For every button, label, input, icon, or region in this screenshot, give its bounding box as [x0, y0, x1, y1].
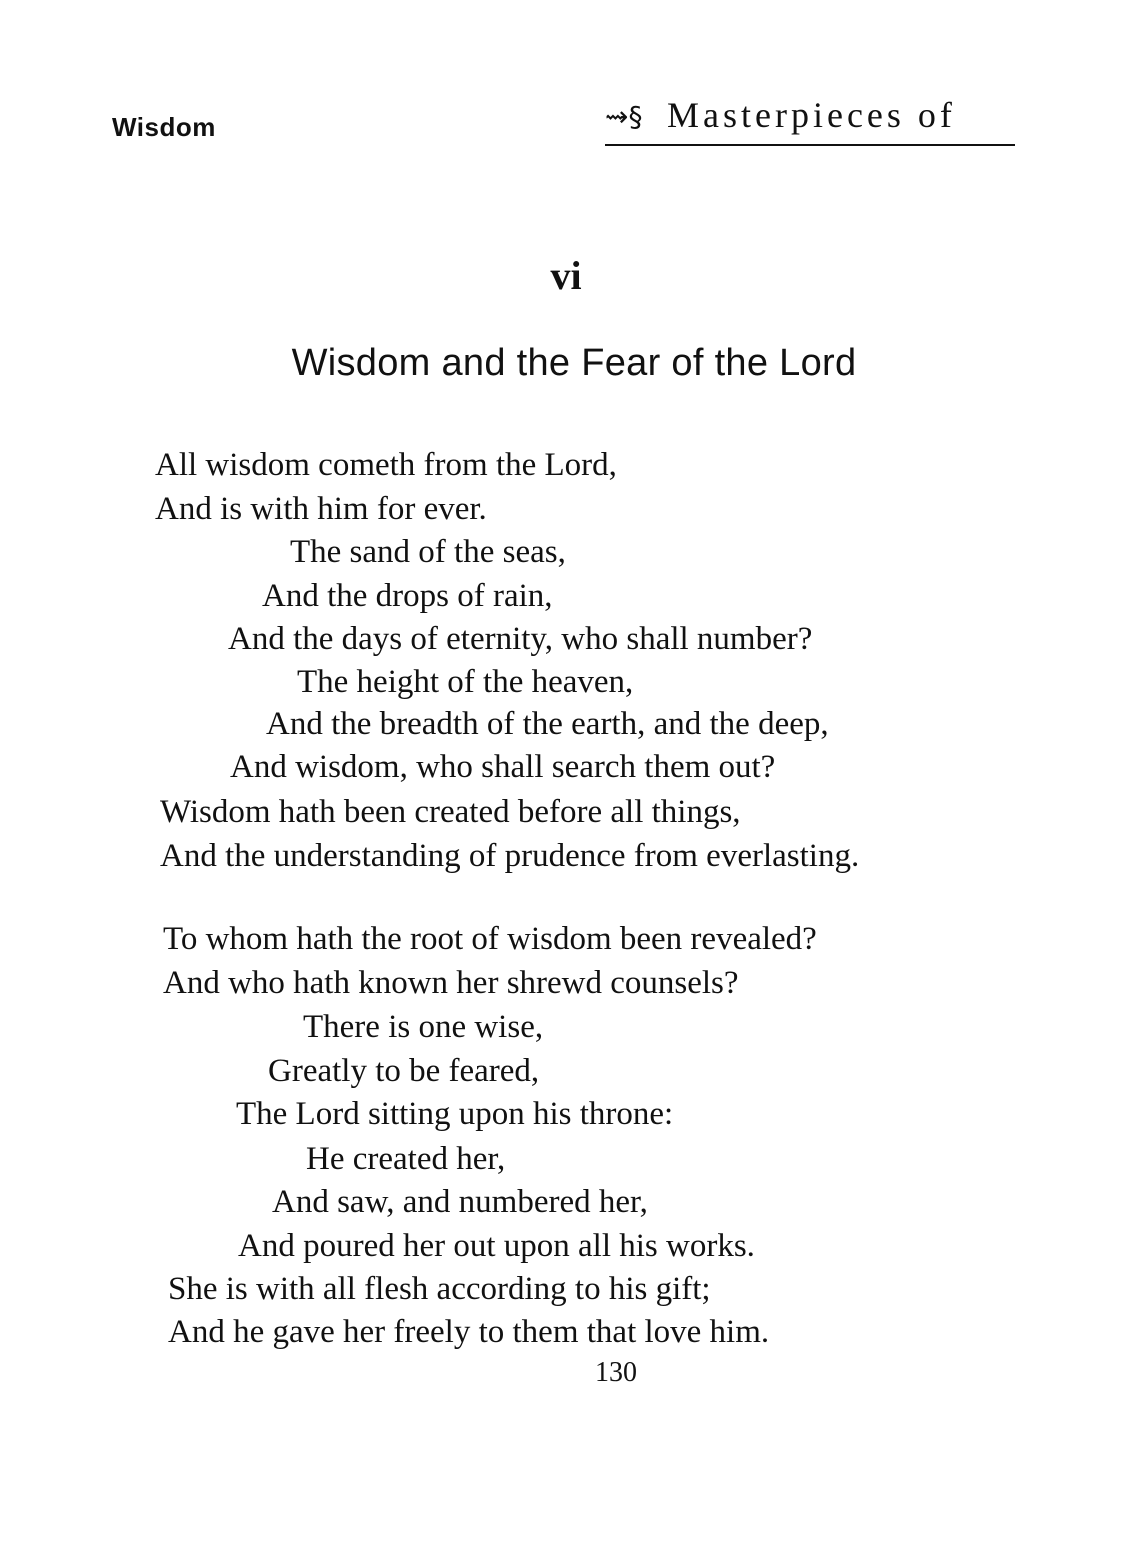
- running-head-right-title: Masterpieces of: [667, 95, 956, 135]
- poem-line: All wisdom cometh from the Lord,: [155, 447, 617, 483]
- poem-line: And saw, and numbered her,: [272, 1184, 648, 1220]
- poem-line: Wisdom hath been created before all things,: [160, 794, 741, 830]
- poem-line: There is one wise,: [303, 1009, 544, 1045]
- poem-line: The height of the heaven,: [297, 664, 634, 700]
- poem-line: He created her,: [306, 1141, 506, 1177]
- poem-line: And he gave her freely to them that love him.: [168, 1314, 770, 1350]
- page-number: 130: [595, 1357, 637, 1388]
- poem-line: And the drops of rain,: [262, 578, 553, 614]
- poem-line: The sand of the seas,: [290, 534, 566, 570]
- poem-line: She is with all flesh according to his gift;: [168, 1271, 711, 1307]
- poem-line: And the understanding of prudence from everlasting.: [160, 838, 860, 874]
- poem-title: Wisdom and the Fear of the Lord: [291, 342, 857, 384]
- poem-line: The Lord sitting upon his throne:: [236, 1096, 674, 1132]
- poem-line: And is with him for ever.: [155, 491, 487, 527]
- poem-line: To whom hath the root of wisdom been revealed?: [163, 921, 817, 957]
- running-head-right: [605, 92, 1015, 146]
- poem-line: And the breadth of the earth, and the deep,: [266, 706, 829, 742]
- poem-line: Greatly to be feared,: [268, 1053, 540, 1089]
- poem-line: And the days of eternity, who shall number?: [228, 621, 813, 657]
- chapter-number: vi: [550, 253, 582, 298]
- poem-line: And wisdom, who shall search them out?: [230, 749, 776, 785]
- running-head-left: Wisdom: [112, 112, 216, 142]
- poem-line: And who hath known her shrewd counsels?: [163, 965, 739, 1001]
- ornament-arrow-icon: ⇝§: [605, 100, 643, 133]
- poem-line: And poured her out upon all his works.: [238, 1228, 755, 1264]
